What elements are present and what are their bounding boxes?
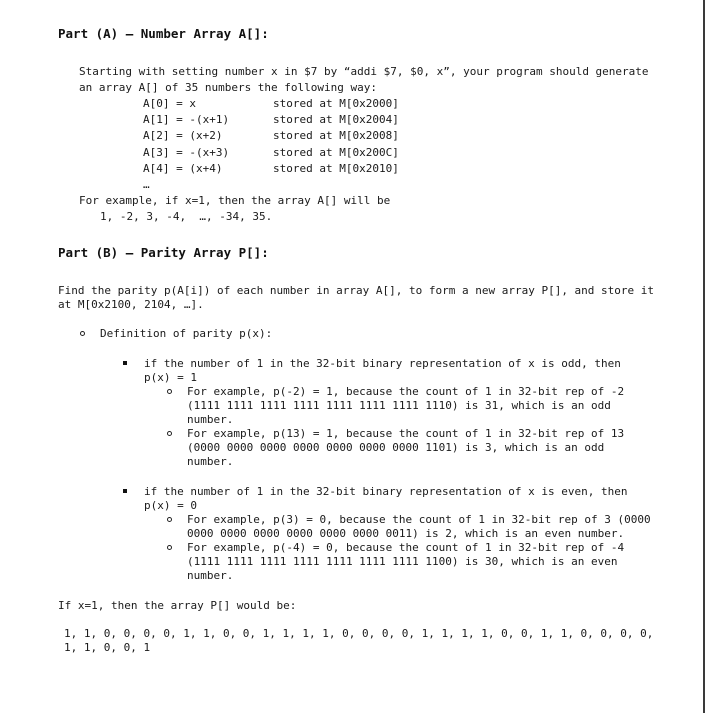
part-b-intro-line-2: at M[0x2100, 2104, …].: [58, 298, 204, 311]
even-example-1-line-1: For example, p(3) = 0, because the count of 1 in 32-bit rep of 3 (0000: [187, 513, 651, 526]
result-line-2: 1, 1, 0, 0, 1: [64, 641, 151, 654]
square-bullet-icon: [123, 361, 127, 365]
odd-example-2-line-2: (0000 0000 0000 0000 0000 0000 0000 1101) is 3, which is an odd: [187, 441, 605, 454]
part-a-example-values: 1, -2, 3, -4, …, -34, 35.: [100, 210, 273, 223]
part-b-heading: Part (B) – Parity Array P[]:: [58, 245, 269, 260]
odd-example-1-line-3: number.: [187, 413, 234, 426]
even-example-2-line-3: number.: [187, 569, 234, 582]
odd-example-2-line-1: For example, p(13) = 1, because the count of 1 in 32-bit rep of 13: [187, 427, 625, 440]
odd-example-2-line-3: number.: [187, 455, 234, 468]
array-row-expr-1: A[1] = -(x+1): [143, 113, 230, 126]
array-ellipsis: …: [143, 178, 150, 191]
array-row-expr-4: A[4] = (x+4): [143, 162, 223, 175]
result-line-1: 1, 1, 0, 0, 0, 0, 1, 1, 0, 0, 1, 1, 1, 1, 0, 0, 0, 0, 1, 1, 1, 1, 0, 0, 1, 1, 0, 0, 0, 0,: [64, 627, 654, 640]
even-example-2-line-1: For example, p(-4) = 0, because the count of 1 in 32-bit rep of -4: [187, 541, 625, 554]
array-row-store-3: stored at M[0x200C]: [273, 146, 399, 159]
even-example-1-line-2: 0000 0000 0000 0000 0000 0000 0011) is 2, which is an even number.: [187, 527, 625, 540]
part-a-heading: Part (A) – Number Array A[]:: [58, 26, 269, 41]
page-edge-divider: [703, 0, 705, 713]
part-a-intro-line-2: an array A[] of 35 numbers the following way:: [79, 81, 378, 94]
even-rule-line-2: p(x) = 0: [144, 499, 197, 512]
array-row-expr-0: A[0] = x: [143, 97, 196, 110]
part-a-example-line: For example, if x=1, then the array A[] will be: [79, 194, 391, 207]
odd-rule-line-1: if the number of 1 in the 32-bit binary representation of x is odd, then: [144, 357, 621, 370]
array-row-expr-2: A[2] = (x+2): [143, 129, 223, 142]
array-row-store-4: stored at M[0x2010]: [273, 162, 399, 175]
hollow-bullet-icon: [167, 389, 172, 394]
result-intro: If x=1, then the array P[] would be:: [58, 599, 297, 612]
hollow-bullet-icon: [167, 545, 172, 550]
array-row-expr-3: A[3] = -(x+3): [143, 146, 230, 159]
even-example-2-line-2: (1111 1111 1111 1111 1111 1111 1111 1100) is 30, which is an even: [187, 555, 618, 568]
hollow-bullet-icon: [167, 431, 172, 436]
even-rule-line-1: if the number of 1 in the 32-bit binary representation of x is even, then: [144, 485, 628, 498]
hollow-bullet-icon: [80, 331, 85, 336]
odd-rule-line-2: p(x) = 1: [144, 371, 197, 384]
part-a-intro-line-1: Starting with setting number x in $7 by “addi $7, $0, x”, your program should generate: [79, 65, 649, 78]
odd-example-1-line-2: (1111 1111 1111 1111 1111 1111 1111 1110) is 31, which is an odd: [187, 399, 611, 412]
definition-title: Definition of parity p(x):: [100, 327, 273, 340]
odd-example-1-line-1: For example, p(-2) = 1, because the count of 1 in 32-bit rep of -2: [187, 385, 625, 398]
square-bullet-icon: [123, 489, 127, 493]
array-row-store-2: stored at M[0x2008]: [273, 129, 399, 142]
array-row-store-0: stored at M[0x2000]: [273, 97, 399, 110]
array-row-store-1: stored at M[0x2004]: [273, 113, 399, 126]
hollow-bullet-icon: [167, 517, 172, 522]
part-b-intro-line-1: Find the parity p(A[i]) of each number in array A[], to form a new array P[], and store it: [58, 284, 655, 297]
